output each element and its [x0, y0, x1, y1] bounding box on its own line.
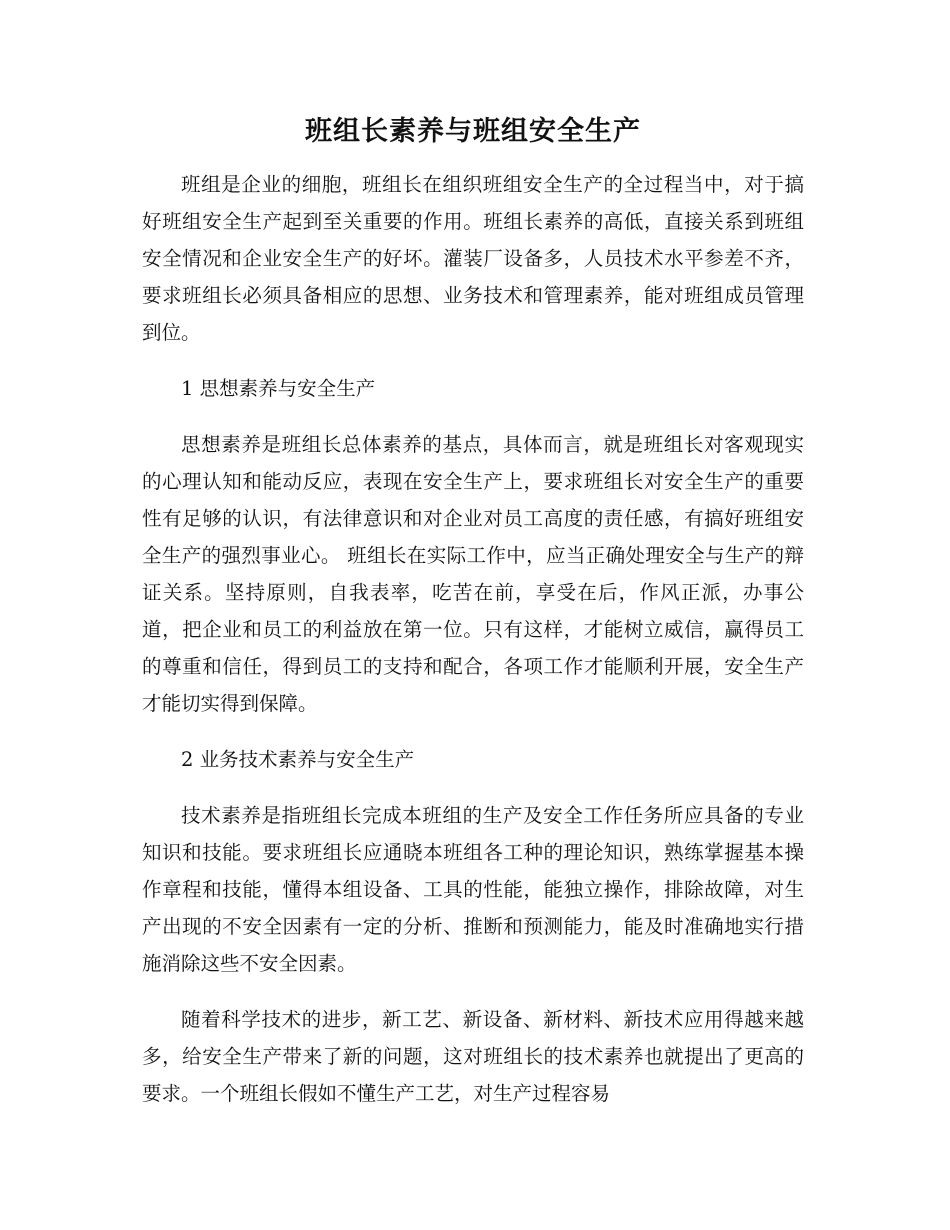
- section-1-paragraph: 思想素养是班组长总体素养的基点，具体而言，就是班组长对客观现实的心理认知和能动反应，表现在安全生产上，要求班组长对安全生产的重要性有足够的认识，有法律意识和对企业对员工高度的责任感，有搞好班组安全生产的强烈事业心。 班组长在实际工作中，应当正确处理安全与生产的辩证关系。坚持原则，自我表率，吃苦在前，享受在后，作风正派，办事公道，把企业和员工的利益放在第一位。只有这样，才能树立威信，赢得员工的尊重和信任，得到员工的支持和配合，各项工作才能顺利开展，安全生产才能切实得到保障。: [142, 433, 804, 715]
- section-heading-2: 2 业务技术素养与安全生产: [181, 748, 415, 771]
- intro-paragraph: 班组是企业的细胞，班组长在组织班组安全生产的全过程当中，对于搞好班组安全生产起到至关重要的作用。班组长素养的高低，直接关系到班组安全情况和企业安全生产的好坏。灌装厂设备多，人员技术水平参差不齐，要求班组长必须具备相应的思想、业务技术和管理素养，能对班组成员管理到位。: [142, 173, 804, 344]
- section-2-paragraph-2: 随着科学技术的进步，新工艺、新设备、新材料、新技术应用得越来越多，给安全生产带来了新的问题，这对班组长的技术素养也就提出了更高的要求。一个班组长假如不懂生产工艺，对生产过程容易: [142, 1008, 804, 1105]
- document-page: [142, 112, 804, 1131]
- document-title: 班组长素养与班组安全生产: [305, 116, 641, 147]
- section-heading-1: 1 思想素养与安全生产: [181, 377, 376, 400]
- section-2-paragraph-1: 技术素养是指班组长完成本班组的生产及安全工作任务所应具备的专业知识和技能。要求班组长应通晓本班组各工种的理论知识，熟练掌握基本操作章程和技能，懂得本组设备、工具的性能，能独立操作，排除故障，对生产出现的不安全因素有一定的分析、推断和预测能力，能及时准确地实行措施消除这些不安全因素。: [142, 804, 804, 975]
